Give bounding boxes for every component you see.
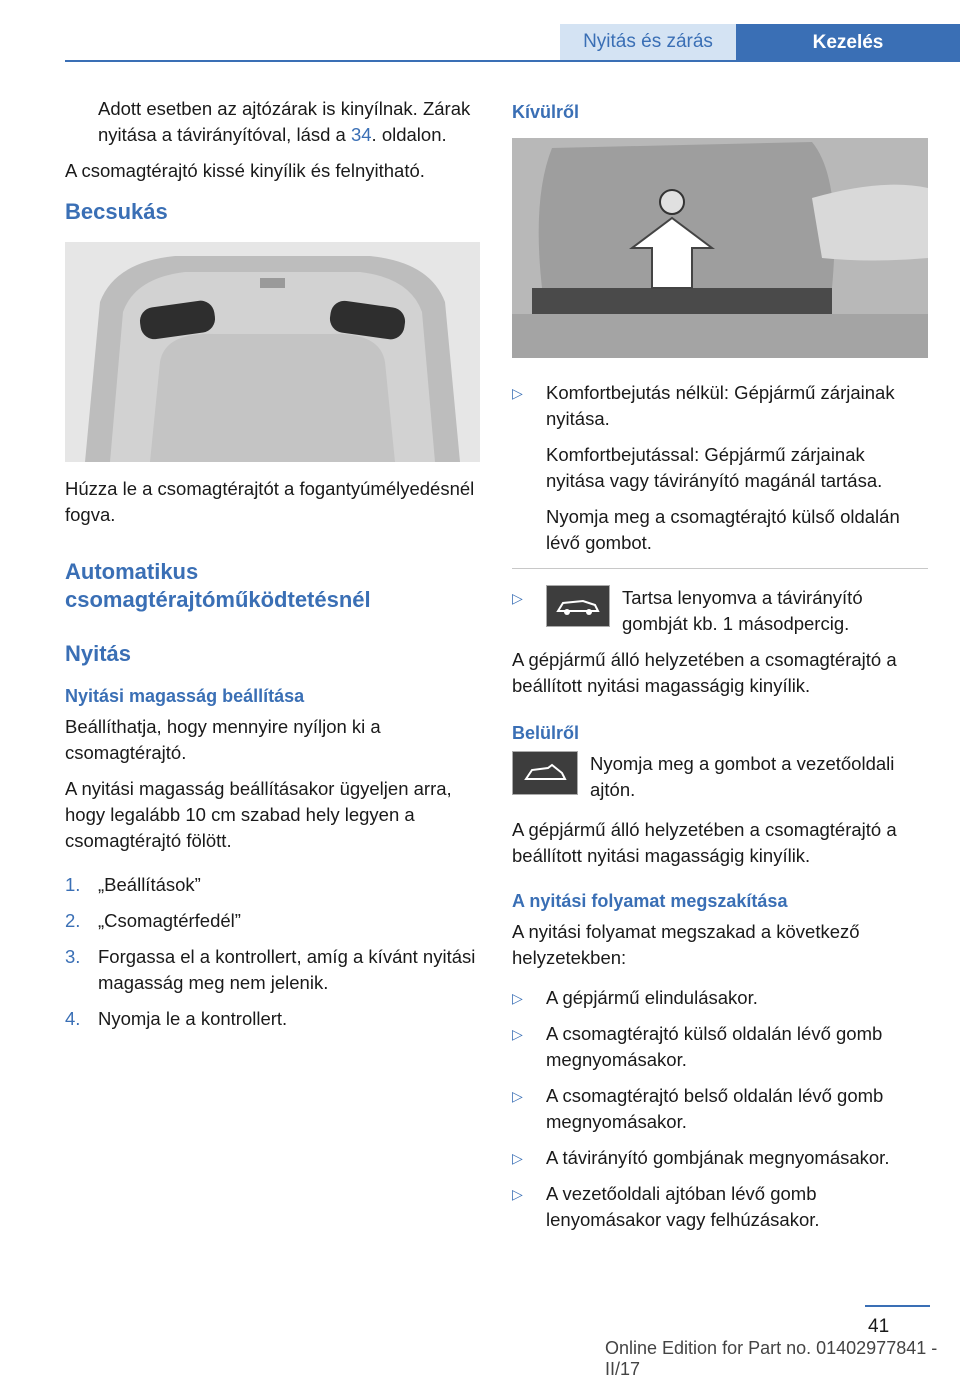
heading-height: Nyitási magasság beállítása [65, 686, 305, 706]
tailgate-inside-photo [65, 242, 480, 462]
heading-inside: Belülről [512, 723, 580, 743]
list-item: 1. „Beállítások” [65, 874, 201, 895]
intro-text: A csomagtérajtó kissé kinyílik és felnyitható. [65, 160, 425, 181]
header-chapter: Kezelés [736, 24, 960, 62]
list-item: ▷ A csomagtérajtó belső oldalán lévő gomb megnyomásakor. [512, 1083, 928, 1135]
list-item: ▷ A távirányító gombjának megnyomásakor. [512, 1145, 928, 1171]
inside-instruction: Nyomja meg a gombot a vezetőoldali ajtón. [512, 751, 928, 803]
list-item: ▷ Komfortbejutás nélkül: Gépjármű zárjainak nyitása. Komfortbejutással: Gépjármű zárjainak nyitása vagy távirányító magánál tartása. Nyomja meg a csomagtérajtó külső oldalán lévő gombot. [512, 380, 928, 569]
right-column [512, 96, 928, 1243]
tailgate-remote-button-icon [546, 585, 610, 627]
triangle-bullet-icon: ▷ [512, 385, 523, 401]
height-text-1: Beállíthatja, hogy mennyire nyíljon ki a csomagtérajtó. [65, 716, 381, 763]
height-text-2: A nyitási magasság beállításakor ügyeljen arra, hogy legalább 10 cm szabad hely legyen a csomagtérajtó fölött. [65, 778, 452, 851]
list-item: 2. „Csomagtérfedél” [65, 910, 241, 931]
list-item: ▷ A csomagtérajtó külső oldalán lévő gomb megnyomásakor. [512, 1021, 928, 1073]
triangle-bullet-icon: ▷ [512, 1150, 523, 1166]
heading-close: Becsukás [65, 199, 168, 224]
list-item: 3. Forgassa el a kontrollert, amíg a kívánt nyitási magasság meg nem jelenik. [65, 946, 476, 993]
interrupt-intro: A nyitási folyamat megszakad a következő helyzetekben: [512, 921, 860, 968]
list-item: 4. Nyomja le a kontrollert. [65, 1008, 288, 1029]
triangle-bullet-icon: ▷ [512, 590, 523, 606]
header-section: Nyitás és zárás [560, 24, 736, 60]
page-link[interactable]: 34 [350, 124, 372, 145]
result-text-1: A gépjármű álló helyzetében a csomagtérajtó a beállított nyitási magasságig kinyílik. [512, 649, 897, 696]
list-item: ▷ Tartsa lenyomva a távirányító gombját kb. 1 másodpercig. [512, 585, 928, 637]
triangle-bullet-icon: ▷ [512, 990, 523, 1006]
heading-outside: Kívülről [512, 102, 580, 122]
close-text: Húzza le a csomagtérajtót a fogantyúmélyedésnél fogva. [65, 478, 475, 525]
tailgate-outside-photo [512, 138, 928, 358]
door-tailgate-button-icon [512, 751, 578, 795]
note-paragraph: Adott esetben az ajtózárak is kinyílnak. Zárak nyitása a távirányítóval, lásd a 34. oldalon. [98, 98, 471, 145]
page-number: 41 [868, 1316, 890, 1337]
triangle-bullet-icon: ▷ [512, 1026, 523, 1042]
result-text-2: A gépjármű álló helyzetében a csomagtérajtó a beállított nyitási magasságig kinyílik. [512, 819, 897, 866]
left-column [65, 96, 480, 1042]
triangle-bullet-icon: ▷ [512, 1186, 523, 1202]
heading-interrupt: A nyitási folyamat megszakítása [512, 891, 788, 911]
triangle-bullet-icon: ▷ [512, 1088, 523, 1104]
footer-rule [865, 1305, 930, 1307]
list-item: ▷ A gépjármű elindulásakor. [512, 985, 928, 1011]
edition-text: Online Edition for Part no. 01402977841 - II/17 [605, 1338, 938, 1379]
heading-open: Nyitás [65, 641, 132, 666]
heading-auto: Automatikus csomagtérajtóműködtetésnél [65, 559, 371, 612]
list-item: ▷ A vezetőoldali ajtóban lévő gomb lenyomásakor vagy felhúzásakor. [512, 1181, 928, 1233]
